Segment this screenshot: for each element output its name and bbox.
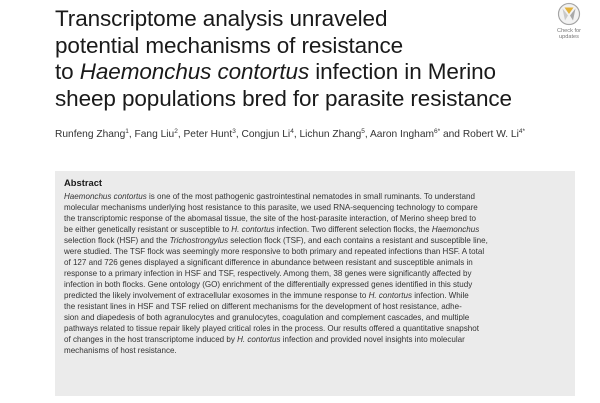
- abstract-line: [64, 213, 571, 224]
- abstract-italic-term: Haemonchus contortus: [64, 192, 147, 201]
- abstract-italic-term: H. contortus: [231, 225, 275, 234]
- abstract-italic-term: H. contortus: [237, 335, 281, 344]
- title-line-3-prefix: to: [55, 59, 80, 85]
- abstract-italic-term: Haemonchus: [431, 225, 480, 234]
- author-separator: ,: [177, 129, 184, 140]
- check-for-updates-label-1: Check for: [557, 28, 581, 34]
- abstract-line: [64, 290, 571, 301]
- abstract-line: [64, 345, 571, 356]
- abstract-line: [64, 301, 571, 312]
- author-name[interactable]: Robert W. Li: [462, 129, 519, 140]
- author-affiliation-marker[interactable]: 6*: [433, 128, 441, 135]
- abstract-text-run: predicted the likely involvement of extracellular exosomes in the immune response to: [64, 291, 369, 300]
- check-for-updates-label-2: updates: [559, 34, 579, 41]
- author-separator: and: [440, 129, 463, 140]
- author-name[interactable]: Lichun Zhang: [299, 129, 362, 140]
- abstract-heading: Abstract: [64, 177, 103, 188]
- title-line-3-suffix: infection in Merino: [309, 59, 496, 85]
- abstract-line: [64, 224, 571, 235]
- abstract-box: [55, 171, 575, 396]
- author-name[interactable]: Runfeng Zhang: [55, 129, 126, 140]
- abstract-line: [64, 268, 571, 279]
- abstract-text-run: be either genetically resistant or susceptible to: [64, 225, 232, 234]
- abstract-text-run: mechanisms of host resistance.: [64, 346, 177, 355]
- title-line-3: [55, 59, 555, 86]
- title-species-name: Haemonchus contortus: [79, 59, 310, 85]
- title-line-4: sheep populations bred for parasite resistance: [55, 85, 512, 111]
- abstract-text-run: infection and provided novel insights into molecular: [280, 335, 465, 344]
- abstract-line: [64, 202, 571, 213]
- abstract-body: [64, 191, 571, 356]
- check-for-updates-icon: [557, 2, 581, 28]
- author-list: [55, 128, 595, 142]
- author-separator: ,: [293, 129, 300, 140]
- abstract-line: [64, 323, 571, 334]
- author-separator: ,: [128, 129, 135, 140]
- abstract-text-run: sion and diapedesis of both agranulocytes and granulocytes, coagulation and complement cascades, and multiple: [64, 313, 470, 322]
- author-name[interactable]: Fang Liu: [134, 129, 175, 140]
- abstract-text-run: pathways related to tissue repair likely played critical roles in the process. Our results offered a quantitative snapshot: [64, 324, 479, 333]
- abstract-text-run: is one of the most pathogenic gastrointestinal nematodes in small ruminants. To understand: [146, 192, 475, 201]
- abstract-text-run: were studied. The TSF flock was seemingly more responsive to both primary and repeated infections than HSF. A total: [64, 247, 485, 256]
- abstract-text-run: of changes in the host transcriptome induced by: [64, 335, 238, 344]
- abstract-italic-term: Trichostrongylus: [169, 236, 228, 245]
- abstract-line: [64, 235, 571, 246]
- author-name[interactable]: Peter Hunt: [183, 129, 233, 140]
- author-affiliation-marker[interactable]: 4: [290, 128, 294, 135]
- abstract-line: [64, 279, 571, 290]
- author-separator: ,: [235, 129, 242, 140]
- abstract-text-run: response to a primary infection in HSF and TSF, respectively. Among them, 38 genes were significantly affected by: [64, 269, 472, 278]
- abstract-line: [64, 257, 571, 268]
- abstract-line: [64, 246, 571, 257]
- abstract-line: [64, 191, 571, 202]
- abstract-text-run: selection flock (TSF), and each contains a resistant and susceptible line,: [228, 236, 488, 245]
- abstract-text-run: infection in both flocks. Gene ontology (GO) enrichment of the differentially expressed genes identified in this study: [64, 280, 473, 289]
- abstract-text-run: the transcriptomic response of the abomasal tissue, the site of the host-parasite interaction, of Merino sheep bred to: [64, 214, 476, 223]
- abstract-text-run: infection. While: [411, 291, 469, 300]
- abstract-text-run: of 127 and 726 genes displayed a significant difference in abundance between resistant and susceptible animals in: [64, 258, 473, 267]
- author-affiliation-marker[interactable]: 4*: [518, 128, 526, 135]
- title-line-2: potential mechanisms of resistance: [55, 32, 404, 58]
- abstract-line: [64, 334, 571, 345]
- abstract-text-run: the resistant lines in HSF and TSF relied on different mechanisms for the development of host resistance, adhe-: [64, 302, 462, 311]
- article-title: [55, 6, 555, 112]
- abstract-text-run: selection flock (HSF) and the: [64, 236, 170, 245]
- author-name[interactable]: Aaron Ingham: [369, 129, 434, 140]
- abstract-text-run: molecular mechanisms underlying host resistance to this parasite, we used RNA-sequencing technology to compare: [64, 203, 478, 212]
- author-separator: ,: [364, 129, 370, 140]
- author-affiliation-marker[interactable]: 2: [174, 128, 178, 135]
- abstract-italic-term: H. contortus: [368, 291, 412, 300]
- title-line-1: Transcriptome analysis unraveled: [55, 6, 388, 31]
- abstract-line: [64, 312, 571, 323]
- author-affiliation-marker[interactable]: 5: [361, 128, 365, 135]
- author-name[interactable]: Congjun Li: [241, 129, 291, 140]
- author-affiliation-marker[interactable]: 3: [232, 128, 236, 135]
- author-affiliation-marker[interactable]: 1: [125, 128, 129, 135]
- check-for-updates-badge[interactable]: [547, 2, 591, 41]
- abstract-text-run: infection. Two different selection flocks, the: [274, 225, 432, 234]
